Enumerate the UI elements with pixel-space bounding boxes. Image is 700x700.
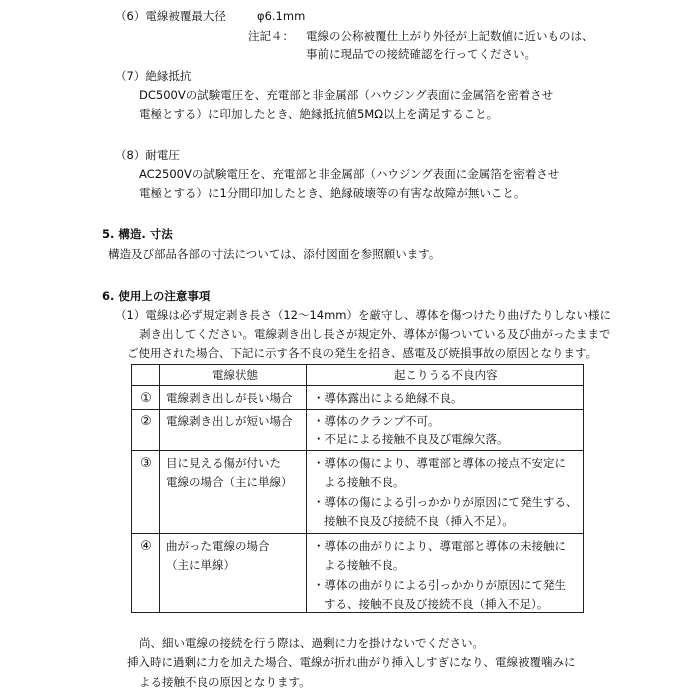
section-6-item-1-line-2: 剥き出してください。電線剥き出し長さが規定外、導体が傷ついている及び曲がったままで [139, 327, 611, 341]
note-4-label: 注記４： [248, 29, 294, 43]
row-4-defect-4: する、接触不良及び接続不良（挿入不足）。 [324, 597, 549, 611]
wire-diameter-value: φ6.1mm [257, 9, 306, 23]
row-4-number: ④ [140, 539, 152, 554]
footer-note-line-1: 尚、細い電線の接続を行う際は、過剰に力を掛けないでください。 [139, 636, 484, 650]
note-4-line-2: 事前に現品での接続確認を行ってください。 [306, 47, 536, 61]
row-2-number: ② [140, 414, 152, 429]
row-4-state-1: 曲がった電線の場合 [166, 539, 270, 553]
row-3-defect-2: よる接触不良。 [324, 475, 405, 489]
row-4-state-2: （主に単線） [166, 558, 235, 572]
insulation-line-1: DC500Vの試験電圧を、充電部と非金属部（ハウジング表面に金属箔を密着させ [139, 88, 554, 102]
row-4-defect-2: よる接触不良。 [324, 558, 405, 572]
section-5-title: 5. 構造. 寸法 [102, 227, 173, 241]
section-5-body: 構造及び部品各部の寸法については、添付図面を参照願います。 [108, 247, 441, 261]
row-3-number: ③ [140, 456, 152, 471]
section-6-title: 6. 使用上の注意事項 [102, 289, 211, 303]
wire-diameter-label: （6）電線被覆最大径 [115, 9, 226, 23]
footer-note-line-3: よる接触不良の原因となります。 [139, 675, 311, 689]
row-2-defect-1: ・導体のクランプ不可。 [313, 414, 440, 428]
row-4-defect-1: ・導体の曲がりにより、導電部と導体の未接触に [313, 539, 566, 553]
table-row-divider-4 [132, 533, 583, 534]
table-row-divider-3 [132, 450, 583, 451]
withstand-line-1: AC2500Vの試験電圧を、充電部と非金属部（ハウジング表面に金属箔を密着させ [139, 167, 560, 181]
row-3-state-2: 電線の場合（主に単線） [166, 475, 293, 489]
section-6-item-1-line-1: （1）電線は必ず規定剥き長さ（12～14mm）を厳守し、導体を傷つけたり曲げたりしない様に [115, 308, 611, 322]
row-3-defect-3: ・導体の傷による引っかかりが原因にて発生する、 [313, 495, 578, 509]
row-3-state-1: 目に見える傷が付いた [166, 456, 281, 470]
table-divider-state [306, 365, 307, 612]
withstand-line-2: 電極とする）に1分間印加したとき、絶縁破壊等の有害な故障が無いこと。 [139, 186, 526, 200]
withstand-title: （8）耐電圧 [115, 148, 180, 162]
insulation-title: （7）絶縁抵抗 [115, 69, 192, 83]
section-6-item-1-line-3: ご使用された場合、下記に示す各不良の発生を招き、感電及び焼損事故の原因となります。 [127, 346, 598, 360]
row-2-state: 電線剥き出しが短い場合 [166, 414, 293, 428]
insulation-line-2: 電極とする）に印加したとき、絶縁抵抗値5MΩ以上を満足すること。 [139, 107, 499, 121]
row-3-defect-4: 接触不良及び接続不良（挿入不足）。 [324, 514, 514, 528]
table-row-divider-1 [132, 385, 583, 386]
footer-note-line-2: 挿入時に過剰に力を加えた場合、電線が折れ曲がり挿入しすぎになり、電線被覆噛みに [127, 655, 576, 669]
row-1-number: ① [140, 391, 152, 406]
table-row-divider-2 [132, 409, 583, 410]
table-divider-num [159, 365, 160, 612]
row-1-defect-1: ・導体露出による絶縁不良。 [313, 391, 463, 405]
row-2-defect-2: ・不足による接触不良及び電線欠落。 [313, 432, 509, 446]
row-4-defect-3: ・導体の曲がりによる引っかかりが原因にて発生 [313, 578, 566, 592]
table-header-defect: 起こりうる不良内容 [394, 368, 498, 382]
note-4-line-1: 電線の公称被覆仕上がり外径が上記数値に近いものは、 [306, 29, 594, 43]
wire-defect-table [131, 364, 584, 613]
row-1-state: 電線剥き出しが長い場合 [166, 391, 293, 405]
table-header-state: 電線状態 [212, 368, 258, 382]
row-3-defect-1: ・導体の傷により、導電部と導体の接点不安定に [313, 456, 566, 470]
